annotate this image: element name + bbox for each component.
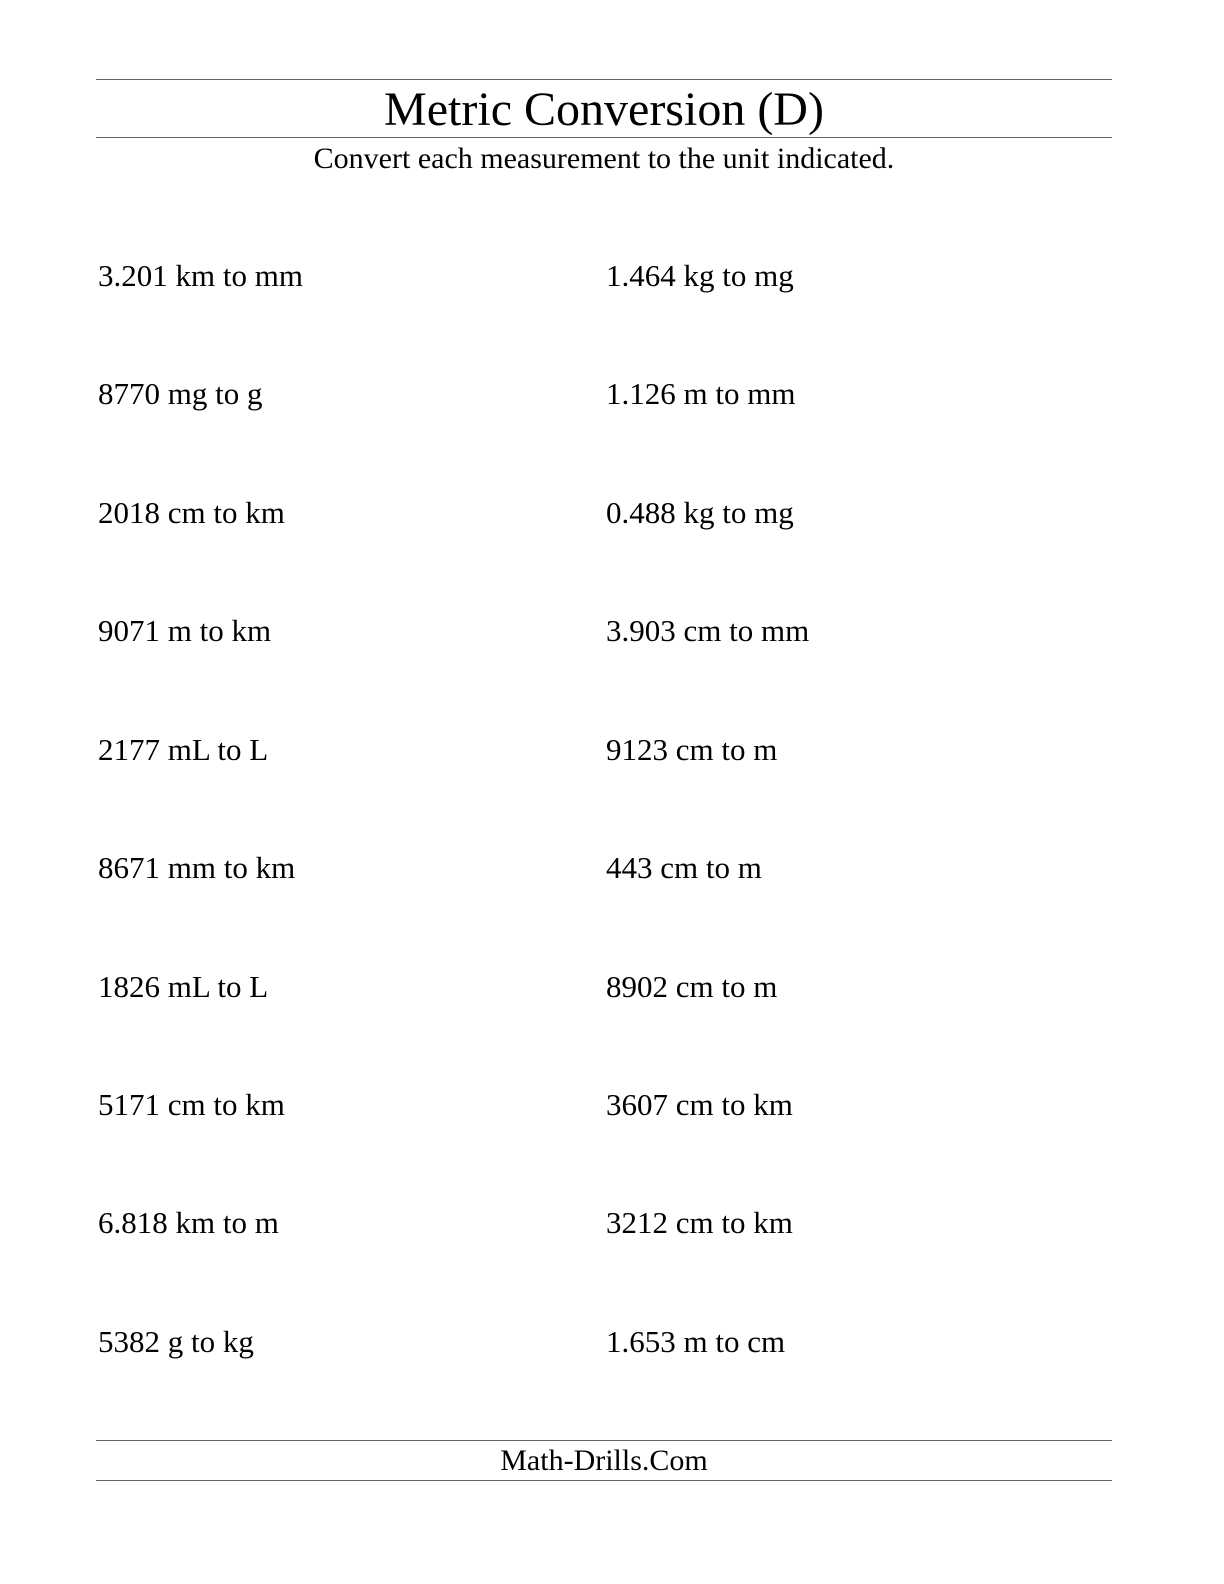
header-bottom-rule <box>96 137 1112 138</box>
problem-right-8: 3607 cm to km <box>606 1087 793 1122</box>
problem-right-9: 3212 cm to km <box>606 1205 793 1240</box>
problem-right-1: 1.464 kg to mg <box>606 258 794 293</box>
footer-site: Math-Drills.Com <box>500 1444 708 1477</box>
problem-right-7: 8902 cm to m <box>606 969 778 1004</box>
problem-left-10: 5382 g to kg <box>98 1324 254 1359</box>
problem-left-9: 6.818 km to m <box>98 1205 279 1240</box>
problem-right-4: 3.903 cm to mm <box>606 613 810 648</box>
page-title: Metric Conversion (D) <box>384 83 824 136</box>
footer-bottom-rule <box>96 1480 1112 1481</box>
problem-left-5: 2177 mL to L <box>98 732 269 767</box>
problem-left-1: 3.201 km to mm <box>98 258 303 293</box>
problem-right-10: 1.653 m to cm <box>606 1324 786 1359</box>
instructions: Convert each measurement to the unit indicated. <box>313 142 895 175</box>
problem-left-8: 5171 cm to km <box>98 1087 285 1122</box>
footer-top-rule <box>96 1440 1112 1441</box>
problem-left-4: 9071 m to km <box>98 613 272 648</box>
problem-right-6: 443 cm to m <box>606 850 762 885</box>
problem-left-6: 8671 mm to km <box>98 850 296 885</box>
problem-left-2: 8770 mg to g <box>98 376 263 411</box>
problem-right-2: 1.126 m to mm <box>606 376 796 411</box>
problem-right-5: 9123 cm to m <box>606 732 778 767</box>
problem-left-7: 1826 mL to L <box>98 969 269 1004</box>
problem-right-3: 0.488 kg to mg <box>606 495 794 530</box>
problem-left-3: 2018 cm to km <box>98 495 285 530</box>
